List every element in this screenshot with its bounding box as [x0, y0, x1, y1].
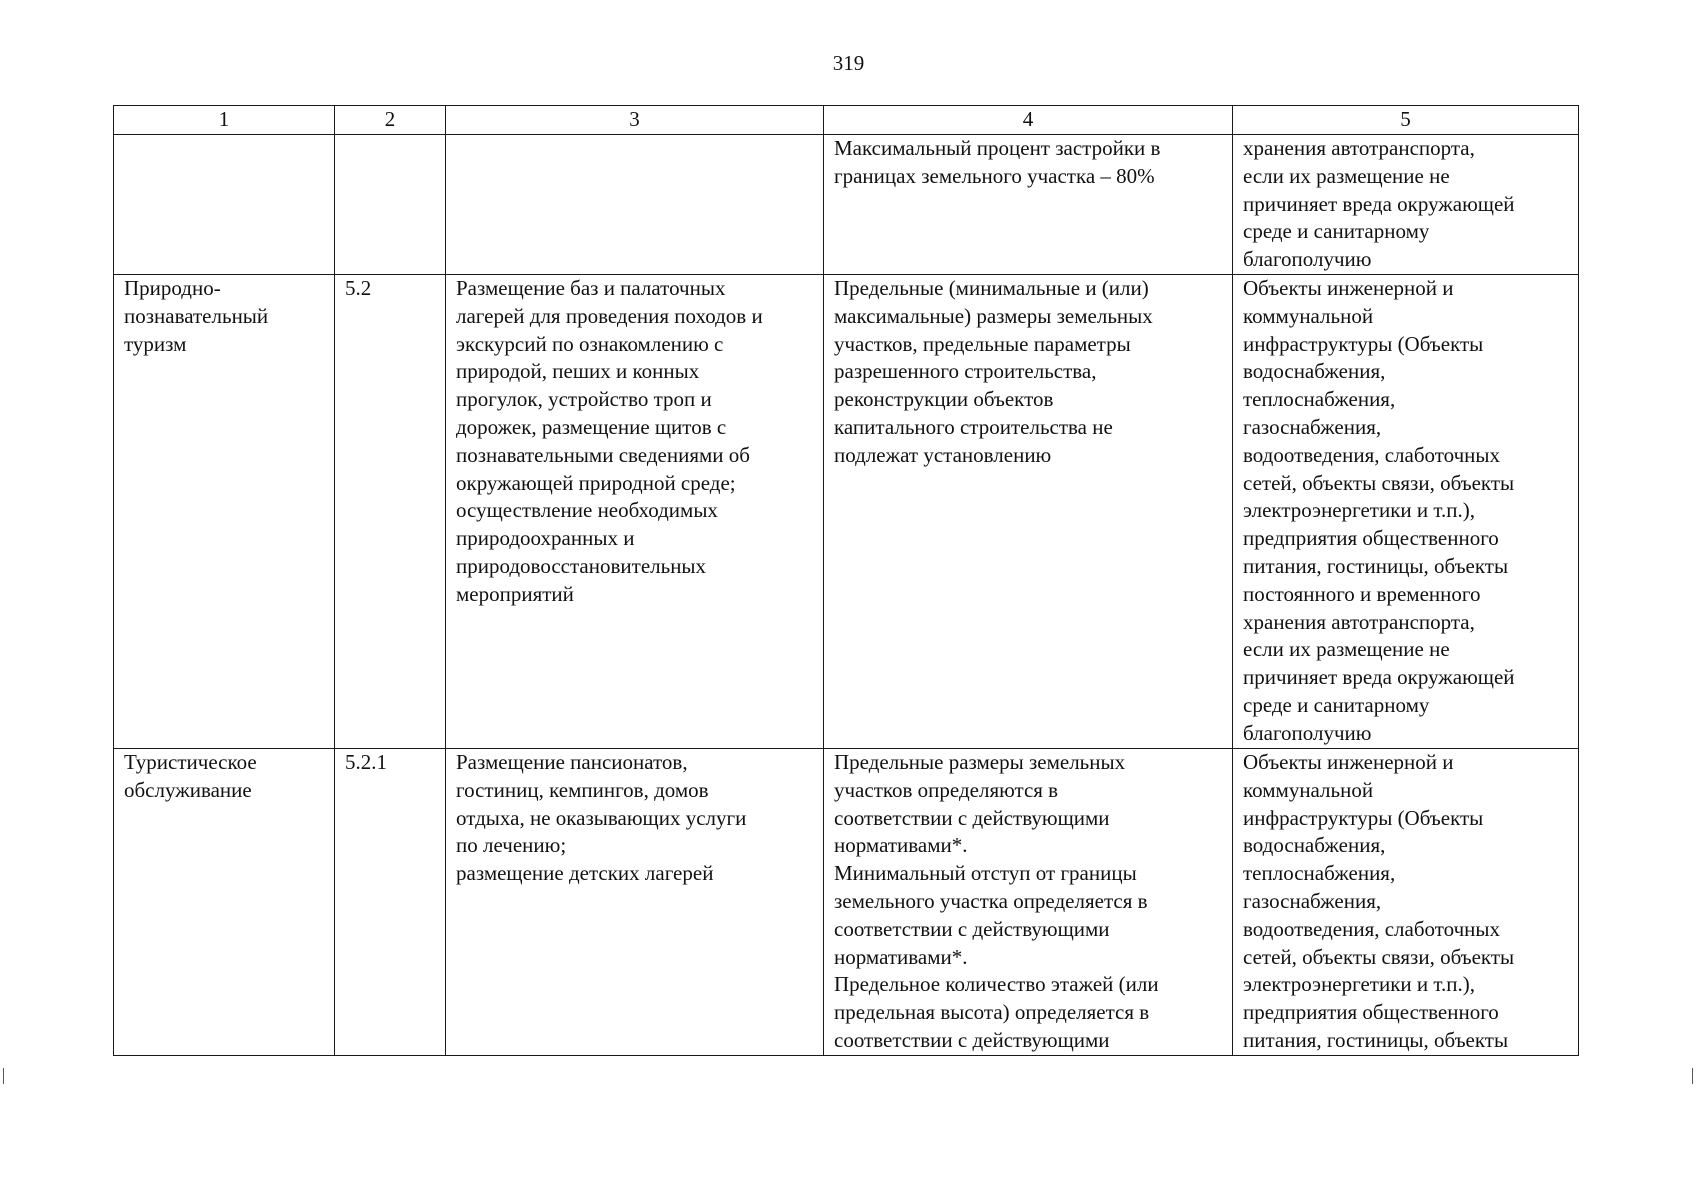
zoning-table	[113, 105, 1579, 1056]
scan-margin-mark-right	[1692, 1068, 1693, 1084]
auxiliary-uses-cell: Объекты инженерной и коммунальной инфраструктуры (Объекты водоснабжения, теплоснабжения, газоснабжения, водоотведения, слаботочных сетей, объекты связи, объекты электроэнергетики и т.п.), предприятия общественного питания, гостиницы, объекты	[1233, 748, 1579, 1055]
use-name-cell	[114, 135, 335, 275]
use-description-cell: Размещение баз и палаточных лагерей для проведения походов и экскурсий по ознакомлению с природой, пеших и конных прогулок, устройство троп и дорожек, размещение щитов с познавательными сведениями об окружающей природной среде; осуществление необходимых природоохранных и природовосстановительных мероприятий	[446, 274, 824, 748]
column-header-3: 3	[446, 106, 824, 135]
table-row	[114, 274, 1579, 748]
use-code-cell: 5.2	[335, 274, 446, 748]
scan-margin-mark-left	[3, 1068, 4, 1084]
use-description-cell: Размещение пансионатов, гостиниц, кемпингов, домов отдыха, не оказывающих услуги по лечению; размещение детских лагерей	[446, 748, 824, 1055]
table-row	[114, 135, 1579, 275]
parameters-cell: Максимальный процент застройки в границах земельного участка – 80%	[824, 135, 1233, 275]
column-header-5: 5	[1233, 106, 1579, 135]
auxiliary-uses-cell: Объекты инженерной и коммунальной инфраструктуры (Объекты водоснабжения, теплоснабжения, газоснабжения, водоотведения, слаботочных сетей, объекты связи, объекты электроэнергетики и т.п.), предприятия общественного питания, гостиницы, объекты постоянного и временного хранения автотранспорта, если их размещение не причиняет вреда окружающей среде и санитарному благополучию	[1233, 274, 1579, 748]
table-header-row	[114, 106, 1579, 135]
use-code-cell: 5.2.1	[335, 748, 446, 1055]
parameters-cell: Предельные (минимальные и (или) максимальные) размеры земельных участков, предельные параметры разрешенного строительства, реконструкции объектов капитального строительства не подлежат установлению	[824, 274, 1233, 748]
parameters-cell: Предельные размеры земельных участков определяются в соответствии с действующими нормативами*. Минимальный отступ от границы земельного участка определяется в соответствии с действующими нормативами*. Предельное количество этажей (или предельная высота) определяется в соответствии с действующими	[824, 748, 1233, 1055]
column-header-2: 2	[335, 106, 446, 135]
use-code-cell	[335, 135, 446, 275]
column-header-4: 4	[824, 106, 1233, 135]
use-name-cell: Природно- познавательный туризм	[114, 274, 335, 748]
table-row	[114, 748, 1579, 1055]
page-number: 319	[832, 51, 865, 75]
auxiliary-uses-cell: хранения автотранспорта, если их размещение не причиняет вреда окружающей среде и санитарному благополучию	[1233, 135, 1579, 275]
use-name-cell: Туристическое обслуживание	[114, 748, 335, 1055]
column-header-1: 1	[114, 106, 335, 135]
use-description-cell	[446, 135, 824, 275]
